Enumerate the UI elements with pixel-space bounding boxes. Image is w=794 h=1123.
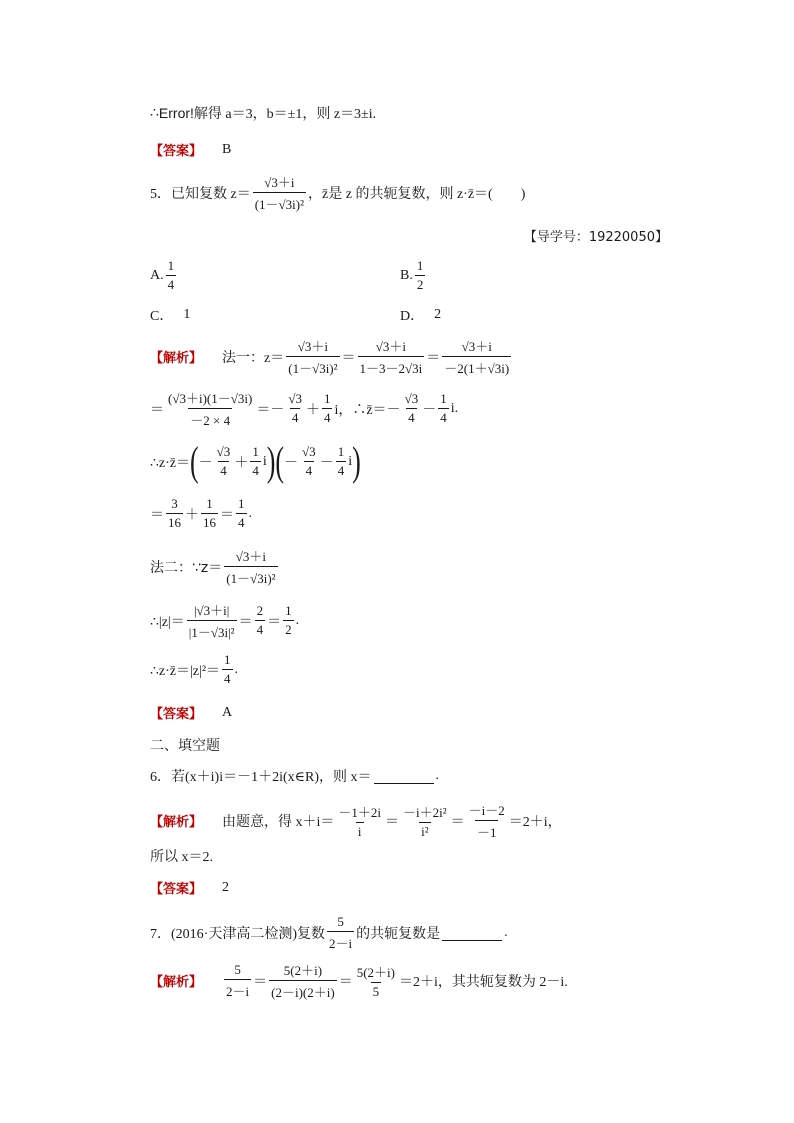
sol5-frac-1	[286, 336, 339, 377]
sol5-frac-1-num: √3＋i	[297, 339, 329, 354]
q5-num: √3＋i	[264, 175, 295, 190]
sol5-m2-num: √3＋i	[235, 549, 267, 564]
analysis-label: 【解析】	[150, 351, 203, 366]
paren-open: (	[275, 437, 285, 484]
section-heading: 二、填空题	[150, 738, 220, 754]
sol7-frac-b-num: 5(2＋i)	[283, 963, 323, 978]
sol5-l4b	[201, 496, 218, 531]
imag-unit: i	[262, 453, 267, 469]
period: .	[504, 925, 508, 940]
q7-den: 2－i	[327, 931, 354, 952]
answer-label: 【答案】	[150, 882, 203, 897]
q5-prefix: 5．已知复数 z＝	[150, 186, 251, 202]
option-c-text: 1	[183, 307, 191, 322]
answer-label: 【答案】	[150, 144, 203, 159]
option-a-fraction	[166, 258, 177, 293]
sol5-l7-frac	[222, 652, 233, 687]
guide-number: 【导学号：19220050】	[523, 230, 668, 245]
sol6-frac-c	[467, 800, 507, 841]
sol7-frac-c-num: 5(2＋i)	[356, 964, 395, 980]
sol5-l7-den: 4	[224, 671, 231, 686]
sol6-intro: 由题意，得 x＋i＝	[222, 814, 335, 830]
sol5-l3-text: ∴z·z̄＝	[150, 455, 190, 471]
solution-5-line-3	[150, 437, 361, 484]
answer-value: B	[222, 141, 232, 157]
sol5-l3-frac-4-den: 4	[337, 463, 345, 478]
period: .	[248, 505, 252, 521]
solution-7	[150, 960, 568, 1001]
analysis-label: 【解析】	[150, 975, 203, 990]
sol5-l6c	[283, 603, 294, 638]
solution-5-line-2	[150, 388, 458, 429]
sol5-l2c-num: 1	[323, 391, 331, 406]
sol5-l6b-den: 4	[256, 622, 264, 637]
question-5	[150, 172, 525, 213]
paren-close: )	[266, 437, 276, 484]
equals: ＝	[426, 350, 441, 366]
sol5-l2d-num: √3	[404, 391, 419, 406]
sol6-frac-a	[336, 802, 383, 840]
sol5-l4c	[236, 496, 247, 531]
sol5-l2e	[438, 391, 449, 426]
sol5-l2f-text: i.	[450, 400, 459, 416]
sol5-frac-3	[442, 336, 511, 377]
line-solution-result	[150, 103, 376, 123]
solution-6	[150, 800, 562, 841]
method1-text: 法一：z＝	[222, 350, 285, 366]
minus: －	[284, 455, 299, 471]
sol5-l2d-den: 4	[408, 410, 415, 425]
sol6-frac-a-num: －1＋2i	[338, 804, 382, 820]
sol5-l4a-num: 3	[171, 496, 178, 511]
sol5-l6a	[187, 600, 237, 641]
sol6-frac-b-num: －i＋2i²	[403, 804, 447, 820]
sol5-l3-frac-4-num: 1	[337, 444, 345, 459]
sol5-l6a-num: |√3＋i|	[193, 603, 230, 618]
option-a-num: 1	[167, 258, 175, 273]
sol5-m2-frac	[224, 546, 277, 587]
sol5-l3-frac-1-num: √3	[216, 444, 231, 459]
option-b-label: B.	[400, 267, 413, 283]
sol5-l2d	[403, 391, 421, 426]
option-d	[400, 305, 441, 325]
option-a	[150, 258, 178, 293]
sol5-l3-frac-4	[336, 444, 347, 479]
minus: －	[198, 455, 213, 471]
sol5-l3-frac-1-den: 4	[220, 463, 227, 478]
plus: ＋	[305, 402, 320, 418]
sol5-l2b-den: 4	[291, 410, 299, 425]
q7-fraction	[327, 914, 354, 952]
sol5-l3-frac-2-den: 4	[252, 463, 259, 478]
sol7-frac-b-den: (2－i)(2＋i)	[269, 980, 337, 1001]
plus: ＋	[234, 455, 249, 471]
sol5-l4b-num: 1	[206, 496, 213, 511]
sol7-frac-a-num: 5	[234, 961, 241, 977]
sol5-l4b-den: 16	[203, 515, 216, 530]
sol5-l2a-den: －2 × 4	[188, 408, 232, 429]
minus: －	[422, 402, 437, 418]
q6-text: 6．若(x＋i)i＝－1＋2i(x∈R)，则 x＝	[150, 770, 372, 785]
sol5-l2e-den: 4	[440, 410, 447, 425]
sol5-l6a-den: |1－√3i|²	[187, 620, 237, 641]
q5-fraction	[253, 172, 306, 213]
sol7-frac-a-den: 2－i	[224, 979, 251, 1000]
q7-prefix: 7．(2016·天津高二检测)复数	[150, 927, 325, 942]
answer-value: A	[222, 704, 233, 720]
period: .	[234, 661, 239, 677]
sol5-l6b	[255, 603, 266, 638]
sol5-frac-2	[358, 336, 425, 377]
sol5-l2c-den: 4	[323, 410, 331, 425]
equals: ＝	[253, 974, 268, 990]
sol5-l6b-num: 2	[256, 603, 264, 618]
answer-row-4	[150, 140, 231, 159]
sol5-l7-num: 1	[224, 652, 231, 667]
equals: ＝	[150, 402, 164, 418]
sol7-frac-b	[269, 960, 337, 1001]
equals: ＝	[220, 507, 234, 523]
solution-5-line-4	[150, 496, 252, 531]
sol7-frac-a	[224, 962, 251, 1000]
question-6	[150, 766, 439, 786]
option-c	[150, 305, 190, 325]
sol5-l2b-num: √3	[288, 391, 302, 406]
equals: ＝	[338, 974, 353, 990]
q5-den: (1－√3i)²	[253, 192, 306, 213]
solution-5-line-1	[150, 336, 513, 377]
sol6-frac-b	[401, 802, 449, 840]
analysis-label: 【解析】	[150, 815, 203, 830]
sol5-m2-den: (1－√3i)²	[224, 566, 277, 587]
option-b-num: 1	[416, 258, 424, 273]
solution-5-line-6	[150, 600, 299, 641]
sol6-frac-a-den: i	[357, 823, 362, 839]
answer-row-6	[150, 878, 229, 897]
q7-num: 5	[337, 914, 344, 929]
sol5-l7-text: ∴z·z̄＝|z|²＝	[150, 663, 221, 679]
answer-row-5	[150, 703, 232, 722]
period: .	[295, 612, 300, 628]
paren-close: )	[352, 437, 361, 484]
sol7-tail: ＝2＋i，其共轭复数为 2－i.	[398, 974, 568, 990]
equals: ＝	[341, 350, 356, 366]
sol6-frac-c-den: －1	[475, 820, 499, 841]
sol5-l2c-text: i，∴z̄＝－	[334, 402, 401, 418]
sol5-frac-2-den: 1－3－2√3i	[358, 356, 425, 377]
sol5-l6c-den: 2	[285, 622, 292, 637]
option-d-label: D．	[400, 309, 425, 324]
answer-blank	[374, 769, 434, 784]
sol5-l2b-text: ＝－	[256, 402, 285, 418]
sol5-l3-frac-3-den: 4	[305, 463, 313, 478]
q7-suffix: 的共轭复数是	[356, 927, 441, 942]
option-a-den: 4	[167, 277, 175, 292]
imag-unit: i	[348, 453, 353, 469]
option-b	[400, 258, 427, 293]
sol5-l2a-num: (√3＋i)(1－√3i)	[168, 391, 253, 406]
sol6-frac-c-num: －i－2	[468, 803, 505, 818]
option-b-den: 2	[416, 277, 424, 292]
equals: ＝	[267, 614, 282, 630]
sol6-tail: ＝2＋i，	[508, 814, 562, 830]
equals: ＝	[150, 507, 164, 523]
sol5-l2a	[166, 388, 254, 429]
sol5-l6c-num: 1	[285, 603, 292, 618]
q5-suffix: ，z̄是 z 的共轭复数，则 z·z̄＝( )	[308, 186, 526, 202]
sol5-l4c-num: 1	[238, 496, 245, 511]
answer-blank	[442, 926, 502, 941]
solution-5-method-2	[150, 546, 280, 587]
equals: ＝	[385, 814, 400, 830]
sol5-frac-1-den: (1－√3i)²	[286, 356, 339, 377]
equals: ＝	[450, 814, 465, 830]
sol7-frac-c	[355, 962, 397, 1000]
sol5-frac-2-num: √3＋i	[375, 339, 407, 354]
sol5-l4a	[166, 496, 183, 531]
plus: ＋	[185, 507, 199, 523]
minus: －	[319, 455, 334, 471]
option-b-fraction	[415, 258, 426, 293]
sol5-l4c-den: 4	[238, 515, 245, 530]
answer-value: 2	[222, 879, 230, 895]
sol5-l3-frac-3-num: √3	[302, 444, 316, 459]
sol5-l3-frac-3	[300, 444, 318, 479]
answer-label: 【答案】	[150, 707, 203, 722]
sol5-l2c	[322, 391, 333, 426]
solution-6-line-2: 所以 x＝2.	[150, 850, 213, 865]
error-text: Error!	[158, 105, 194, 121]
equals: ＝	[238, 614, 253, 630]
sol5-l2b	[286, 391, 304, 426]
paren-open: (	[190, 437, 199, 484]
sol5-frac-3-den: －2(1＋√3i)	[442, 356, 511, 377]
solution-5-line-7	[150, 652, 238, 687]
sol5-l3-frac-1	[215, 444, 233, 479]
sol6-frac-b-den: i²	[421, 823, 429, 839]
sol5-l2e-num: 1	[440, 391, 447, 406]
sol5-l3-frac-2	[250, 444, 261, 479]
question-7	[150, 914, 508, 952]
option-c-label: C．	[150, 309, 174, 324]
sol7-frac-c-den: 5	[372, 983, 380, 999]
sol5-l4a-den: 16	[168, 515, 181, 530]
option-a-label: A.	[150, 267, 164, 283]
period: .	[435, 768, 440, 783]
result-text: 解得 a＝3，b＝±1，则 z＝3±i.	[193, 107, 377, 122]
sol5-l6-text: ∴|z|＝	[150, 614, 185, 630]
sol5-l3-frac-2-num: 1	[252, 444, 259, 459]
therefore-symbol: ∴	[150, 105, 159, 121]
sol5-frac-3-num: √3＋i	[461, 339, 492, 354]
option-d-text: 2	[434, 307, 442, 322]
method2-text: 法二：∵z＝	[150, 559, 223, 576]
